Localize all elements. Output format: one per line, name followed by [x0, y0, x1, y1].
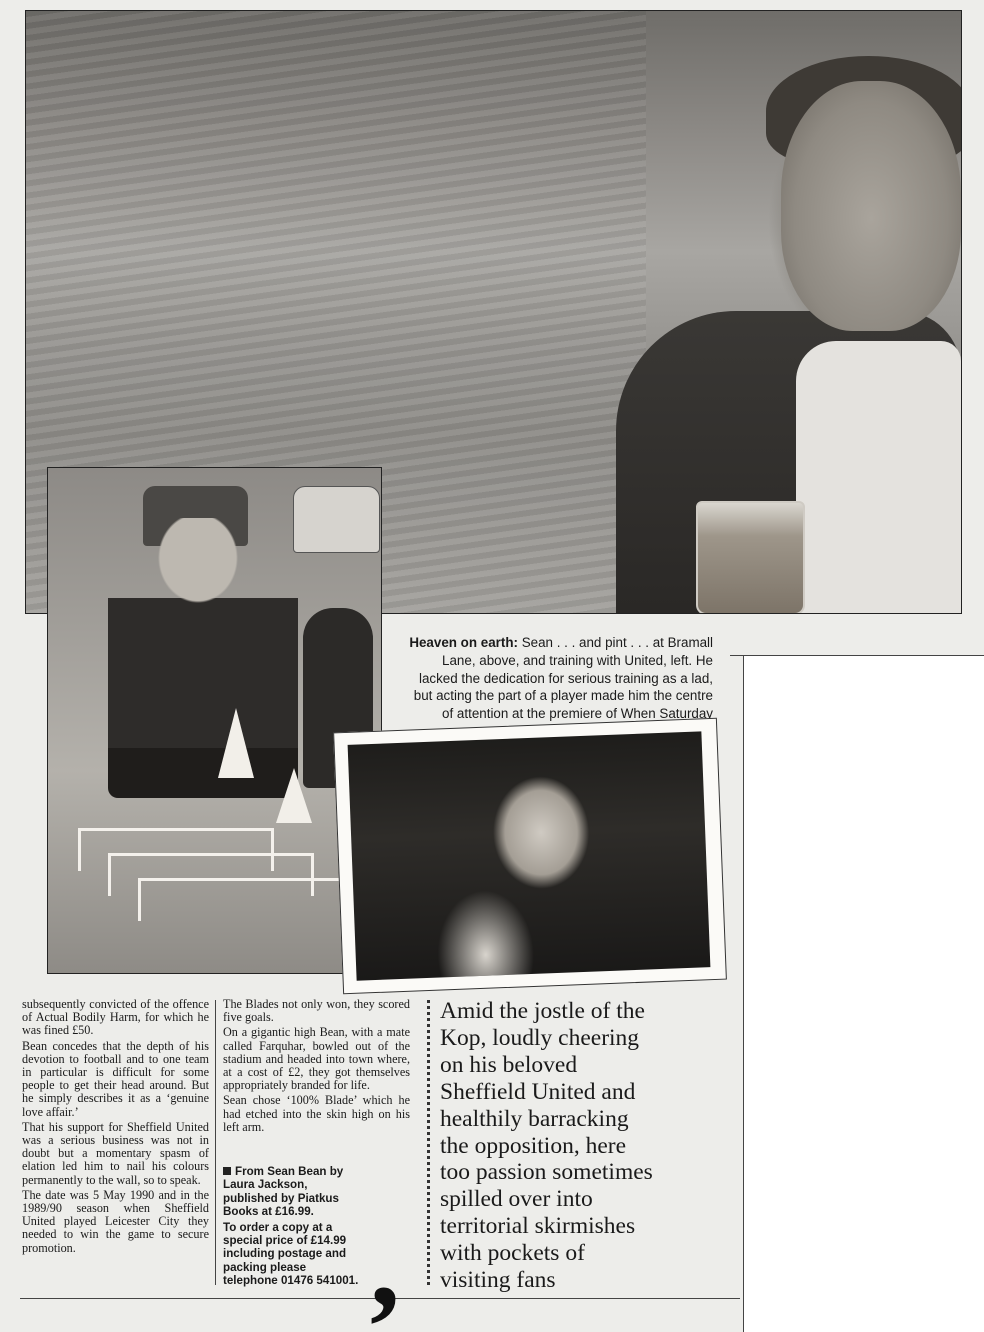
pull-quote-line: too passion sometimes — [440, 1159, 653, 1186]
article-paragraph: Sean chose ‘100% Blade’ which he had etched into the skin high on his left arm. — [223, 1093, 410, 1134]
pullquote-rule — [427, 1000, 430, 1285]
article-paragraph: On a gigantic high Bean, with a mate called Farquhar, bowled out of the stadium and headed into town where, at a cost of £2, they got themselves appropriately branded for life. — [223, 1025, 410, 1093]
article-paragraph: That his support for Sheffield United was a serious business was not in doubt but a momentary spasm of elation led him to nail his colours permanently to the wall, so to speak. — [22, 1119, 209, 1187]
pull-quote-line: territorial skirmishes — [440, 1213, 636, 1240]
article-paragraph: The date was 5 May 1990 and in the 1989/90 season when Sheffield United played Leicester City they needed to win the game to secure promotion. — [22, 1187, 209, 1255]
pint-glass — [696, 501, 805, 614]
jumping-player — [108, 518, 298, 798]
man-shirt — [796, 341, 961, 613]
caption-text: Sean . . . and pint . . . at Bramall Lane, above, and training with United, left. He lacked the dedication for serious training as a lad, but acting the part of a player made him the centre of attention at the premiere of When Saturday — [413, 635, 713, 722]
pull-quote-line: visiting fans — [440, 1267, 556, 1294]
parked-car — [293, 486, 380, 553]
article-paragraph: subsequently convicted of the offence of Actual Bodily Harm, for which he was fined £50. — [22, 997, 209, 1038]
training-hurdle — [138, 878, 354, 921]
article-paragraph: Bean concedes that the depth of his devotion to football and to one team in particular is difficult for some people to get their head around. But he simply describes it as a ‘genuine love affair.’ — [22, 1038, 209, 1119]
square-bullet-icon — [223, 1167, 231, 1175]
pull-quote — [440, 998, 735, 1294]
page-edge-rule — [743, 655, 744, 1332]
pull-quote-line: Kop, loudly cheering — [440, 1024, 640, 1051]
article-paragraph: The Blades not only won, they scored five goals. — [223, 997, 410, 1025]
man-face — [781, 81, 961, 331]
pull-quote-line: Amid the jostle of the — [440, 998, 645, 1024]
column-rule — [215, 1000, 216, 1285]
pull-quote-line: the opposition, here — [440, 1132, 627, 1159]
training-cone — [218, 708, 254, 778]
training-cone — [276, 768, 312, 823]
book-order-info: To order a copy at a special price of £14.99 including postage and packing please telephone 01476 541001. — [223, 1220, 359, 1288]
premiere-photo — [333, 718, 727, 995]
pull-quote-line: healthily barracking — [440, 1105, 629, 1132]
page-edge-rule — [730, 655, 984, 656]
pull-quote-line: spilled over into — [440, 1186, 593, 1213]
caption-lead: Heaven on earth: — [409, 635, 518, 650]
pull-quote-line: Sheffield United and — [440, 1078, 636, 1105]
premiere-crowd-image — [348, 731, 711, 980]
book-info-box — [223, 1165, 363, 1290]
quote-mark-icon: , — [370, 1198, 400, 1331]
pull-quote-line: with pockets of — [440, 1240, 585, 1267]
training-photo — [47, 467, 382, 974]
book-credit: From Sean Bean by Laura Jackson, published by Piatkus Books at £16.99. — [223, 1165, 344, 1219]
article-column-2 — [223, 998, 410, 1136]
article-column-1 — [22, 998, 209, 1257]
pull-quote-line: on his beloved — [440, 1051, 578, 1078]
